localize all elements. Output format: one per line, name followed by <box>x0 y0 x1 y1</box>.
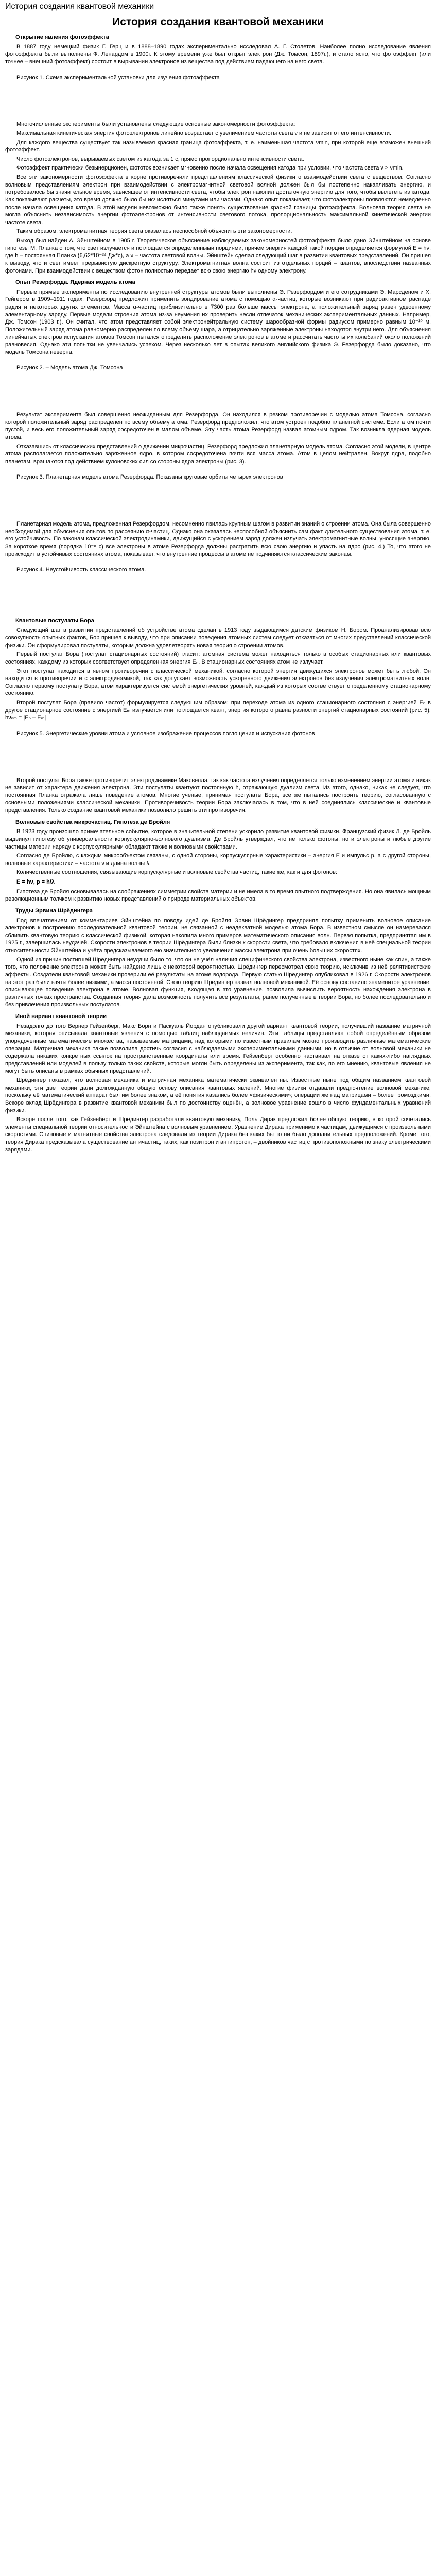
figure-caption: Рисунок 5. Энергетические уровни атома и условное изображение процессов поглощения и испускания фотонов <box>16 730 315 737</box>
paragraph: Максимальная кинетическая энергия фотоэлектронов линейно возрастает с увеличением частоты света ν и не зависит от его интенсивности. <box>16 130 392 137</box>
section-heading: Волновые свойства микрочастиц. Гипотеза де Бройля <box>15 819 170 825</box>
figure-caption: Рисунок 1. Схема экспериментальной установки для изучения фотоэффекта <box>16 74 220 81</box>
paragraph: Незадолго до того Вернер Гейзенберг, Макс Борн и Паскуаль Йордан опубликовали другой вариант квантовой теории, получивший название матричной механики, которая описывала квантовые явления с помощью таблиц наблюдаемых величин. Эти таблицы представляют собой определённым образом упорядоченные математические множества, называемые матрицами, над которыми по известным правилам можно производить различные математические операции. Матричная механика также позволила достичь согласия с наблюдаемыми экспериментальными данными, но в отличие от волновой механики не содержала никаких конкретных ссылок на пространственные координаты или время. Гейзенберг особенно настаивал на отказе от каких-либо наглядных представлений или моделей в пользу только таких свойств, которые могли быть определены из эксперимента, так как, по его мнению, квантовые явления не могут быть описаны в рамках обычных представлений. <box>5 1023 431 1075</box>
paragraph: В 1887 году немецкий физик Г. Герц и в 1888–1890 годах экспериментально исследовал А. Г. Столетов. Наиболее полно исследование явления фотоэффекта были выполнены Ф. Ленардом в 1900г. К этому времени уже был открыт электрон (Дж. Томсон, 1897г.), и стало ясно, что фотоэффект (или точнее – внешний фотоэффект) состоит в вырывании электронов из вещества под действием падающего на него света. <box>5 43 431 65</box>
paragraph: Число фотоэлектронов, вырываемых светом из катода за 1 с, прямо пропорционально интенсивности света. <box>16 156 304 162</box>
document-page <box>0 0 436 1171</box>
paragraph: Второй постулат Бора также противоречит электродинамике Максвелла, так как частота излучения определяется только изменением энергии атома и никак не зависит от характера движения электрона. Эти постулаты квантуют постоянную h, отражающую дуализм света. Из этого, однако, никак не следует, что постоянная Планка отражала лишь поведение атомов. Многие ученые, принимая постулаты Бора, все же пытались построить теорию, согласованную с основными положениями классической механики. Противоречивость теории Бора заключалась в том, что в ней соединялись классические и квантовые представления. Только создание квантовой механики позволило решить эти противоречия. <box>5 777 431 814</box>
page-header-title: История создания квантовой механики <box>5 2 154 11</box>
figure-caption: Рисунок 3. Планетарная модель атома Резерфорда. Показаны круговые орбиты четырех электронов <box>16 474 283 481</box>
figure-placeholder <box>5 746 431 777</box>
paragraph: Шрёдингер показал, что волновая механика и матричная механика математически эквивалентны. Известные ныне под общим названием квантовой механики, эти две теории дали долгожданную общую основу описания квантовых явлений. Многие физики отдавали предпочтение волновой механике, поскольку её математический аппарат был им более знаком, а её понятия казались более «физическими»; операции же над матрицами – более громоздкими. Вскоре вклад Шрёдингера в развитие квантовой механики был по достоинству оценён, а волновое уравнение вошло в число фундаментальных уравнений физики. <box>5 1077 431 1114</box>
figure-caption: Рисунок 4. Неустойчивость классического атома. <box>16 567 146 573</box>
document-body <box>5 33 431 1154</box>
paragraph: Гипотеза де Бройля основывалась на соображениях симметрии свойств материи и не имела в то время опытного подтверждения. Но она явилась мощным революционным толчком к развитию новых представлений о природе материальных объектов. <box>5 888 431 903</box>
section-heading: Труды Эрвина Шрёдингера <box>15 907 93 914</box>
figure-caption: Рисунок 2. – Модель атома Дж. Томсона <box>16 365 123 371</box>
figure-placeholder <box>5 380 431 411</box>
section-heading: Иной вариант квантовой теории <box>15 1013 107 1020</box>
figure-placeholder <box>5 582 431 613</box>
figure-placeholder <box>5 489 431 520</box>
paragraph: Вскоре после того, как Гейзенберг и Шрёдингер разработали квантовую механику, Поль Дирак предложил более общую теорию, в которой сочетались элементы специальной теории относительности Эйнштейна с волновым уравнением. Уравнение Дирака применимо к частицам, движущимся с произвольными скоростями. Спиновые и магнитные свойства электрона следовали из теории Дирака без каких бы то ни было дополнительных предположений. Кроме того, теория Дирака предсказывала существование античастиц, таких, как позитрон и антипротон, – двойников частиц с противоположными по знаку электрическими зарядами. <box>5 1116 431 1153</box>
paragraph: Второй постулат Бора (правило частот) формулируется следующим образом: при переходе атома из одного стационарного состояния с энергией Eₙ в другое стационарное состояние с энергией Eₘ излучается или поглощается квант, энергия которого равна разности энергий стационарных состояний (рис. 5): hνₙₘ = |Eₙ – Eₘ| <box>5 700 431 721</box>
document-main-title: История создания квантовой механики <box>112 16 324 28</box>
paragraph: Для каждого вещества существует так называемая красная граница фотоэффекта, т. е. наименьшая частота νmin, при которой еще возможен внешний фотоэффект. <box>5 139 431 154</box>
paragraph: В 1923 году произошло примечательное событие, которое в значительной степени ускорило развитие квантовой физики. Французский физик Л. де Бройль выдвинул гипотезу об универсальности корпускулярно-волнового дуализма. Де Бройль утверждал, что не только фотоны, но и электроны и любые другие частицы материи наряду с корпускулярными обладают также и волновыми свойствами. <box>5 828 431 850</box>
paragraph: Согласно де Бройлю, с каждым микрообъектом связаны, с одной стороны, корпускулярные характеристики – энергия E и импульс p, а с другой стороны, волновые характеристики – частота ν и длина волны λ. <box>5 853 431 867</box>
paragraph: Отказавшись от классических представлений о движении микрочастиц, Резерфорд предложил планетарную модель атома. Согласно этой модели, в центре атома располагается положительно заряженное ядро, в котором сосредоточена почти вся масса атома. Атом в целом нейтрален. Вокруг ядра, подобно планетам, вращаются под действием кулоновских сил со стороны ядра электроны (рис. 3). <box>5 443 431 465</box>
section-heading: Открытие явления фотоэффекта <box>15 34 109 41</box>
paragraph: Первые прямые эксперименты по исследованию внутренней структуры атомов были выполнены Э. Резерфордом и его сотрудниками Э. Марсденом и Х. Гейгером в 1909–1911 годах. Резерфорд предложил применить зондирование атома с помощью α-частиц, которые возникают при радиоактивном распаде радия и некоторых других элементов. Масса α-частиц приблизительно в 7300 раз больше массы электрона, а положительный заряд равен удвоенному элементарному заряду. Первые модели строения атома из-за неумения их проверить несли отпечаток механических экспериментальных данных. Например, Дж. Томсон (1903 г.). Он считал, что атом представляет собой электронейтральную систему шарообразной формы радиусом примерно равным 10⁻¹⁰ м. Положительный заряд атома равномерно распределен по всему объему шара, а отрицательно заряженные электроны находятся внутри него. Для объяснения линейчатых спектров испускания атомов Томсон пытался определить расположение электронов в атоме и рассчитать частоты их колебаний около положений равновесия. Однако эти попытки не увенчались успехом. Через несколько лет в опытах великого английского физика Э. Резерфорда было доказано, что модель Томсона неверна. <box>5 289 431 355</box>
paragraph: Выход был найден А. Эйнштейном в 1905 г. Теоретическое объяснение наблюдаемых закономерностей фотоэффекта было дано Эйнштейном на основе гипотезы М. Планка о том, что свет излучается и поглощается определенными порциями, причем энергия каждой такой порции определяется формулой E = hν, где h – постоянная Планка (6,62*10⁻³⁴ Дж*с), а ν – частота световой волны. Эйнштейн сделал следующий шаг в развитии квантовых представлений. Он пришел к выводу, что и свет имеет прерывистую дискретную структуру. Электромагнитная волна состоит из отдельных порций – квантов, впоследствии названных фотонами. При взаимодействии с веществом фотон полностью передает всю свою энергию hν одному электрону. <box>5 238 431 274</box>
formula: E = hν, p = h/λ <box>16 879 55 886</box>
section-heading: Квантовые постулаты Бора <box>15 617 94 624</box>
paragraph: Следующий шаг в развитии представлений об устройстве атома сделан в 1913 году выдающимся датским физиком Н. Бором. Проанализировав всю совокупность опытных фактов, Бор пришел к выводу, что при описании поведения атомных систем следует отказаться от многих представлений классической физики. Он сформулировал постулаты, которым должна удовлетворять новая теория о строении атомов. <box>5 627 431 649</box>
paragraph: Фотоэффект практически безынерционен, фототок возникает мгновенно после начала освещения катода при условии, что частота света ν > νmin. <box>16 165 404 172</box>
paragraph: Этот постулат находится в явном противоречии с классической механикой, согласно которой энергия движущихся электронов может быть любой. Он находится в противоречии и с электродинамикой, так как допускает возможность ускоренного движения электронов без излучения электромагнитных волн. Согласно первому постулату Бора, атом характеризуется системой энергетических уровней, каждый из которых соответствует определенному стационарному состоянию. <box>5 668 431 697</box>
section-heading: Опыт Резерфорда. Ядерная модель атома <box>15 279 135 286</box>
paragraph: Одной из причин постигшей Шрёдингера неудачи было то, что он не учёл наличия специфического свойства электрона, известного ныне как спин, а также того, что положение электрона может быть найдено лишь с некоторой вероятностью. Шрёдингер пересмотрел свою теорию, исключив из неё релятивистские эффекты. Создатели квантовой механики проверили её результаты на атоме водорода. Первую статью Шрёдингер опубликовал в 1926 г. Скорости электронов на этот раз были взяты более низкими, а масса постоянной. Свою теорию Шрёдингер назвал волновой механикой. Её основу составило знаменитое уравнение, описывающее поведение электрона в атоме. Волновая функция, входящая в это уравнение, позволила вычислить вероятность нахождения электрона в различных точках пространства. Созданная теория дала возможность получить все результаты, ранее полученные в теории Бора, но более последовательно и без привлечения произвольных постулатов. <box>5 956 431 1008</box>
paragraph: Количественные соотношения, связывающие корпускулярные и волновые свойства частиц, такие же, как и для фотонов: <box>16 869 337 876</box>
paragraph: Многочисленные эксперименты были установлены следующие основные закономерности фотоэффекта: <box>16 121 295 128</box>
paragraph: Под впечатлением от комментариев Эйнштейна по поводу идей де Бройля Эрвин Шрёдингер предпринял попытку применить волновое описание электронов к построению последовательной квантовой теории, не связанной с неадекватной моделью атома Бора. В известном смысле он намеревался сблизить квантовую теорию с классической физикой, которая накопила много примеров математического описания волн. Первая попытка, предпринятая им в 1925 г., завершилась неудачей. Скорости электронов в теории Шрёдингера были близки к скорости света, что требовало включения в неё специальной теории относительности Эйнштейна и учёта предсказываемого ею значительного увеличения массы электрона при очень больших скоростях. <box>5 917 431 954</box>
figure-placeholder <box>5 90 431 121</box>
paragraph: Планетарная модель атома, предложенная Резерфордом, несомненно явилась крупным шагом в развитии знаний о строении атома. Она была совершенно необходимой для объяснения опытов по рассеянию α-частиц. Однако она оказалась неспособной объяснить сам факт длительного существования атома, т. е. его устойчивость. По законам классической электродинамики, движущийся с ускорением заряд должен излучать электромагнитные волны, уносящие энергию. За короткое время (порядка 10⁻⁸ с) все электроны в атоме Резерфорда должны растратить всю свою энергию и упасть на ядро (рис. 4.) То, что этого не происходит в устойчивых состояниях атома, показывает, что внутренние процессы в атоме не подчиняются классическим законам. <box>5 521 431 557</box>
paragraph: Первый постулат Бора (постулат стационарных состояний) гласит: атомная система может находиться только в особых стационарных или квантовых состояниях, каждому из которых соответствует определенная энергия Eₙ. В стационарных состояниях атом не излучает. <box>5 651 431 665</box>
paragraph: Все эти закономерности фотоэффекта в корне противоречили представлениям классической физики о взаимодействии света с веществом. Согласно волновым представлениям электрон при взаимодействии с электромагнитной световой волной должен был бы постепенно накапливать энергию, и потребовалось бы значительное время, зависящее от интенсивности света, чтобы электрон накопил достаточную энергию для того, чтобы вылететь из катода. Как показывают расчеты, это время должно было бы исчисляться минутами или часами. Однако опыт показывает, что фотоэлектроны появляются немедленно после начала освещения катода. В этой модели невозможно было также понять существование красной границы фотоэффекта. Волновая теория света не могла объяснить независимость энергии фотоэлектронов от интенсивности светового потока, пропорциональность максимальной кинетической энергии частоте света. <box>5 174 431 226</box>
paragraph: Таким образом, электромагнитная теория света оказалась неспособной объяснить эти закономерности. <box>16 228 292 235</box>
paragraph: Результат эксперимента был совершенно неожиданным для Резерфорда. Он находился в резком противоречии с моделью атома Томсона, согласно которой положительный заряд распределен по всему объему атома. Резерфорд предположил, что атом устроен подобно планетной системе. Если атом почти пустой, и весь его положительный заряд сосредоточен в малом объеме. Эту часть атома Резерфорд назвал атомным ядром. Так возникла ядерная модель атома. <box>5 412 431 440</box>
